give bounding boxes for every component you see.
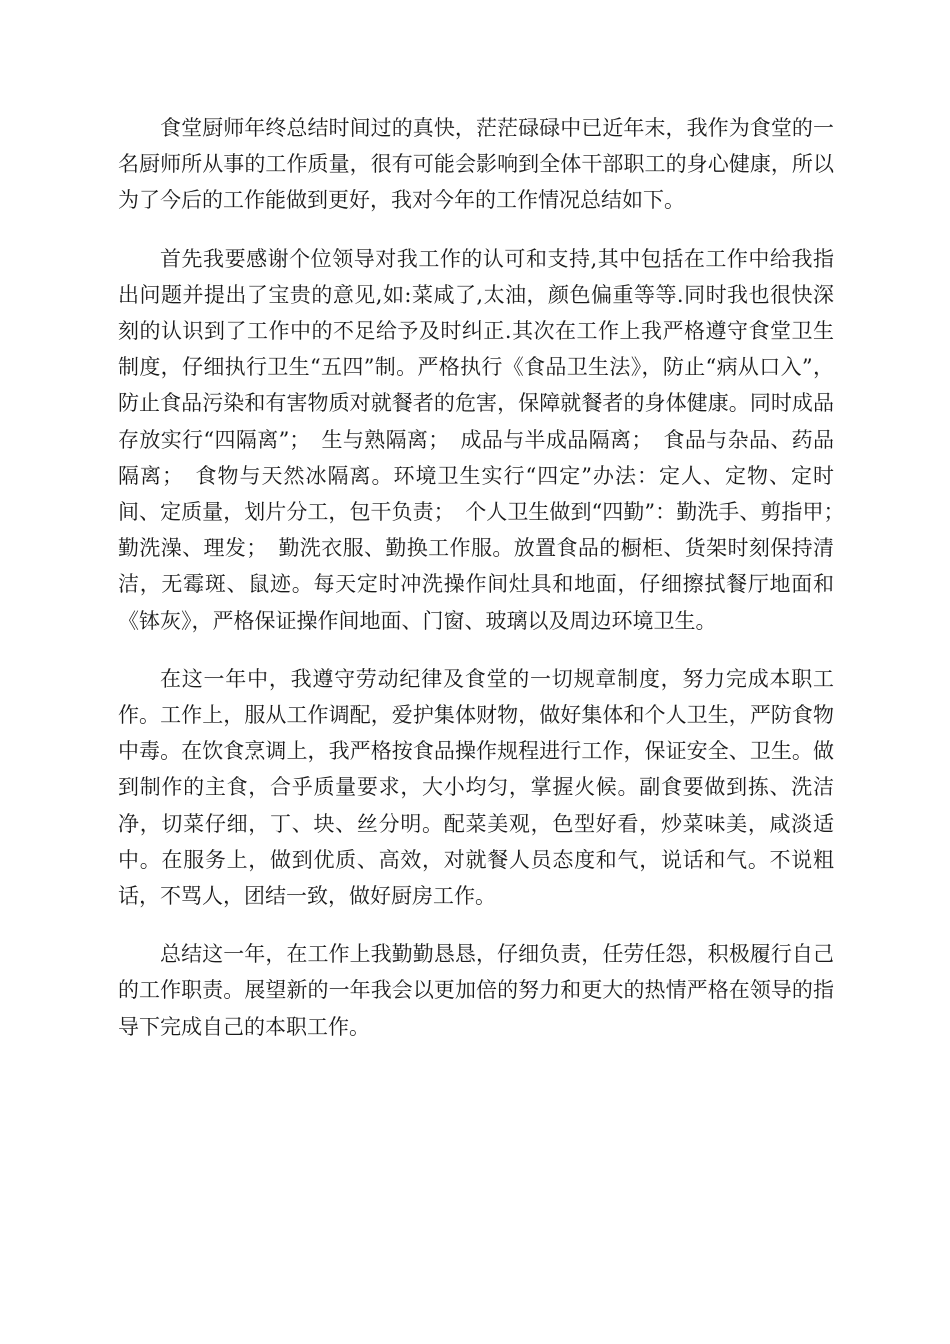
document-page (118, 110, 855, 1067)
paragraph-hygiene: 首先我要感谢个位领导对我工作的认可和支持,其中包括在工作中给我指出问题并提出了宝贵的意见,如:菜咸了,太油，颜色偏重等等.同时我也很快深刻的认识到了工作中的不足给予及时纠正.其次在工作上我严格遵守食堂卫生制度，仔细执行卫生“五四”制。严格执行《食品卫生法》，防止“病从口入”，防止食品污染和有害物质对就餐者的危害，保障就餐者的身体健康。同时成品存放实行“四隔离”； 生与熟隔离； 成品与半成品隔离； 食品与杂品、药品隔离； 食物与天然冰隔离。环境卫生实行“四定”办法：定人、定物、定时间、定质量，划片分工，包干负责； 个人卫生做到“四勤”：勤洗手、剪指甲； 勤洗澡、理发； 勤洗衣服、勤换工作服。放置食品的橱柜、货架时刻保持清洁，无霉斑、鼠迹。每天定时冲洗操作间灶具和地面，仔细擦拭餐厅地面和《钵灰》，严格保证操作间地面、门窗、玻璃以及周边环境卫生。 (118, 246, 855, 633)
paragraph-conclusion: 总结这一年，在工作上我勤勤恳恳，仔细负责，任劳任怨，积极履行自己的工作职责。展望新的一年我会以更加倍的努力和更大的热情严格在领导的指导下完成自己的本职工作。 (118, 942, 834, 1039)
paragraph-intro: 食堂厨师年终总结时间过的真快，茫茫碌碌中已近年末，我作为食堂的一名厨师所从事的工作质量，很有可能会影响到全体干部职工的身心健康，所以为了今后的工作能做到更好，我对今年的工作情况总结如下。 (118, 116, 834, 213)
paragraph-work-duties: 在这一年中，我遵守劳动纪律及食堂的一切规章制度，努力完成本职工作。工作上，服从工作调配，爱护集体财物，做好集体和个人卫生，严防食物中毒。在饮食烹调上，我严格按食品操作规程进行工作，保证安全、卫生。做到制作的主食，合乎质量要求，大小均匀，掌握火候。副食要做到拣、洗洁净，切菜仔细，丁、块、丝分明。配菜美观，色型好看，炒菜味美，咸淡适中。在服务上，做到优质、高效，对就餐人员态度和气，说话和气。不说粗话，不骂人，团结一致，做好厨房工作。 (118, 666, 834, 909)
